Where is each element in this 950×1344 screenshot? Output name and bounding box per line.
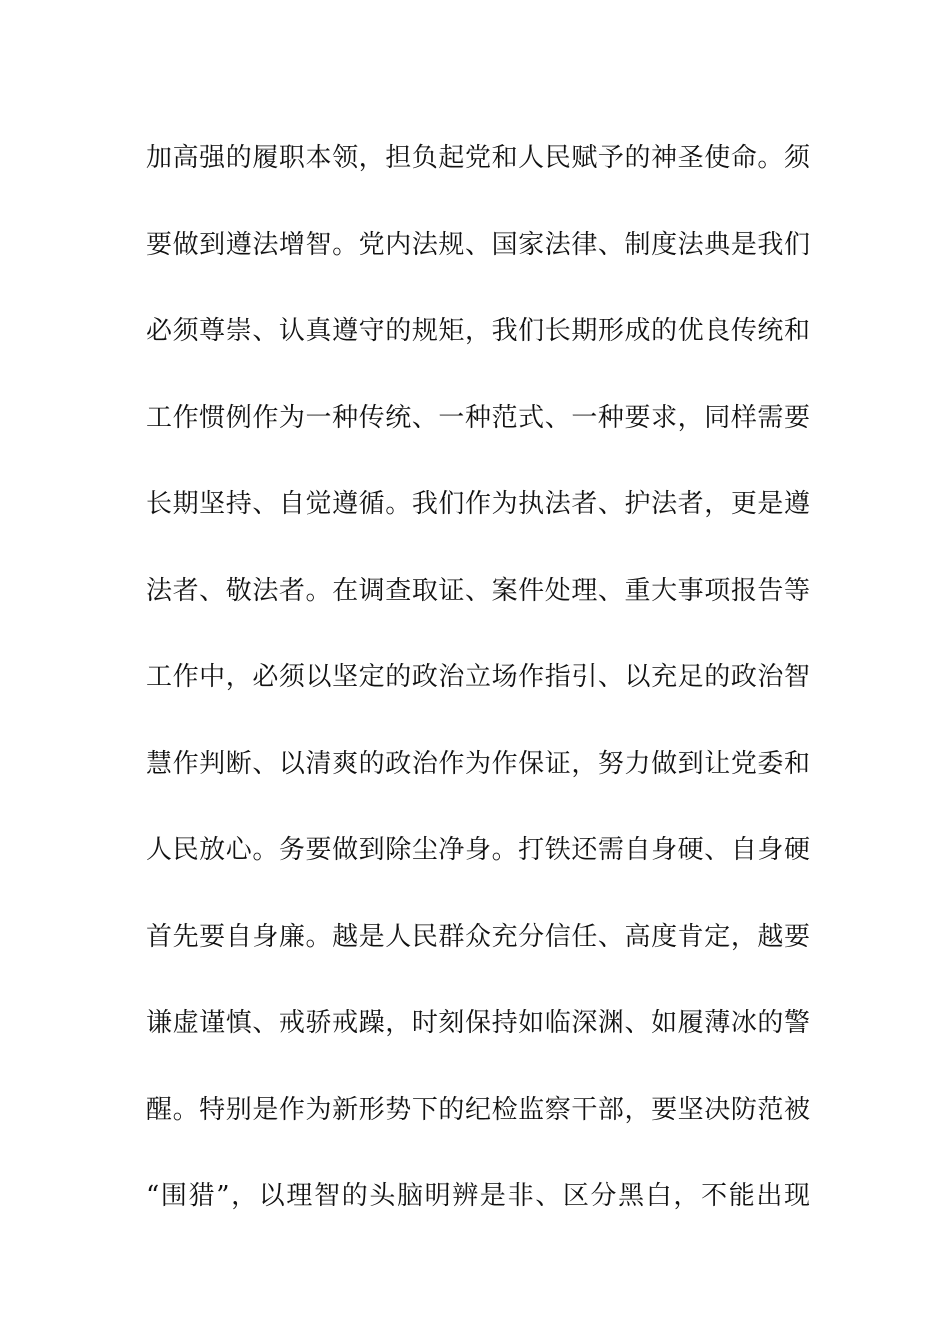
- text-line-10: 首先要自身廉。越是人民群众充分信任、高度肯定，越要: [146, 921, 810, 952]
- body-text: [146, 138, 810, 1263]
- text-line-5: 长期坚持、自觉遵循。我们作为执法者、护法者，更是遵: [146, 489, 810, 519]
- text-line-3: 必须尊崇、认真遵守的规矩，我们长期形成的优良传统和: [146, 316, 810, 346]
- text-line-6: 法者、敬法者。在调查取证、案件处理、重大事项报告等: [146, 575, 810, 606]
- text-line-8: 慧作判断、以清爽的政治作为作保证，努力做到让党委和: [146, 748, 810, 779]
- text-line-1: 加高强的履职本领，担负起党和人民赋予的神圣使命。须: [146, 143, 810, 173]
- text-line-11: 谦虚谨慎、戒骄戒躁，时刻保持如临深渊、如履薄冰的警: [146, 1008, 810, 1038]
- text-line-7: 工作中，必须以坚定的政治立场作指引、以充足的政治智: [146, 662, 810, 692]
- text-line-9: 人民放心。务要做到除尘净身。打铁还需自身硬、自身硬: [146, 835, 810, 865]
- text-line-2: 要做到遵法增智。党内法规、国家法律、制度法典是我们: [146, 229, 810, 260]
- text-line-13: “围猎”，以理智的头脑明辨是非、区分黑白，不能出现: [146, 1181, 810, 1211]
- text-line-12: 醒。特别是作为新形势下的纪检监察干部，要坚决防范被: [146, 1094, 810, 1125]
- text-line-4: 工作惯例作为一种传统、一种范式、一种要求，同样需要: [146, 402, 810, 433]
